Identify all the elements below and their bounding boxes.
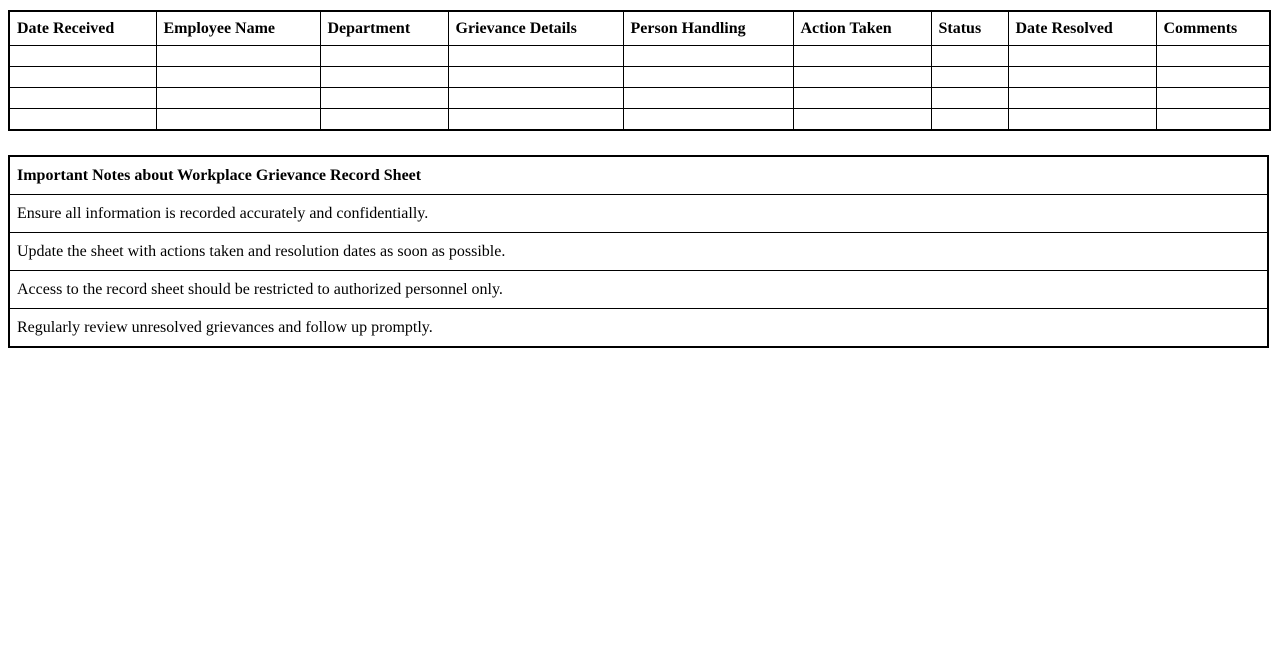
grievance-empty-cell — [320, 88, 448, 109]
grievance-empty-cell — [448, 88, 623, 109]
grievance-empty-cell — [623, 88, 793, 109]
grievance-empty-cell — [623, 46, 793, 67]
column-header-date-received: Date Received — [9, 11, 156, 46]
note-row — [9, 195, 1268, 233]
grievance-empty-cell — [448, 67, 623, 88]
column-header-status: Status — [931, 11, 1008, 46]
column-header-grievance-details: Grievance Details — [448, 11, 623, 46]
grievance-empty-cell — [793, 109, 931, 131]
grievance-empty-cell — [1008, 67, 1156, 88]
grievance-empty-cell — [1008, 46, 1156, 67]
note-item: Access to the record sheet should be restricted to authorized personnel only. — [9, 271, 1268, 309]
note-row — [9, 309, 1268, 348]
grievance-empty-cell — [1156, 67, 1270, 88]
important-notes-table — [8, 155, 1269, 348]
grievance-empty-cell — [931, 67, 1008, 88]
note-item: Ensure all information is recorded accurately and confidentially. — [9, 195, 1268, 233]
grievance-empty-cell — [931, 88, 1008, 109]
note-item: Regularly review unresolved grievances and follow up promptly. — [9, 309, 1268, 348]
grievance-empty-cell — [931, 109, 1008, 131]
grievance-empty-cell — [9, 67, 156, 88]
grievance-empty-row — [9, 67, 1270, 88]
grievance-empty-row — [9, 46, 1270, 67]
grievance-empty-row — [9, 88, 1270, 109]
grievance-empty-cell — [9, 88, 156, 109]
grievance-empty-cell — [320, 46, 448, 67]
grievance-empty-cell — [320, 109, 448, 131]
notes-title-row — [9, 156, 1268, 195]
grievance-record-table — [8, 10, 1271, 131]
grievance-empty-cell — [1008, 88, 1156, 109]
grievance-empty-row — [9, 109, 1270, 131]
note-item: Update the sheet with actions taken and resolution dates as soon as possible. — [9, 233, 1268, 271]
grievance-empty-cell — [156, 67, 320, 88]
grievance-empty-cell — [793, 67, 931, 88]
grievance-empty-cell — [320, 67, 448, 88]
column-header-action-taken: Action Taken — [793, 11, 931, 46]
grievance-empty-cell — [156, 46, 320, 67]
column-header-employee-name: Employee Name — [156, 11, 320, 46]
grievance-header-row — [9, 11, 1270, 46]
grievance-empty-cell — [931, 46, 1008, 67]
column-header-comments: Comments — [1156, 11, 1270, 46]
grievance-empty-cell — [9, 109, 156, 131]
column-header-person-handling: Person Handling — [623, 11, 793, 46]
grievance-empty-cell — [9, 46, 156, 67]
grievance-empty-cell — [156, 109, 320, 131]
grievance-empty-cell — [623, 67, 793, 88]
grievance-empty-cell — [156, 88, 320, 109]
grievance-empty-cell — [448, 109, 623, 131]
grievance-empty-cell — [1156, 88, 1270, 109]
column-header-department: Department — [320, 11, 448, 46]
grievance-empty-cell — [1008, 109, 1156, 131]
grievance-empty-cell — [1156, 109, 1270, 131]
grievance-empty-cell — [623, 109, 793, 131]
grievance-empty-cell — [793, 46, 931, 67]
grievance-empty-cell — [448, 46, 623, 67]
grievance-empty-cell — [1156, 46, 1270, 67]
column-header-date-resolved: Date Resolved — [1008, 11, 1156, 46]
note-row — [9, 271, 1268, 309]
notes-title: Important Notes about Workplace Grievance Record Sheet — [9, 156, 1268, 195]
note-row — [9, 233, 1268, 271]
grievance-empty-cell — [793, 88, 931, 109]
